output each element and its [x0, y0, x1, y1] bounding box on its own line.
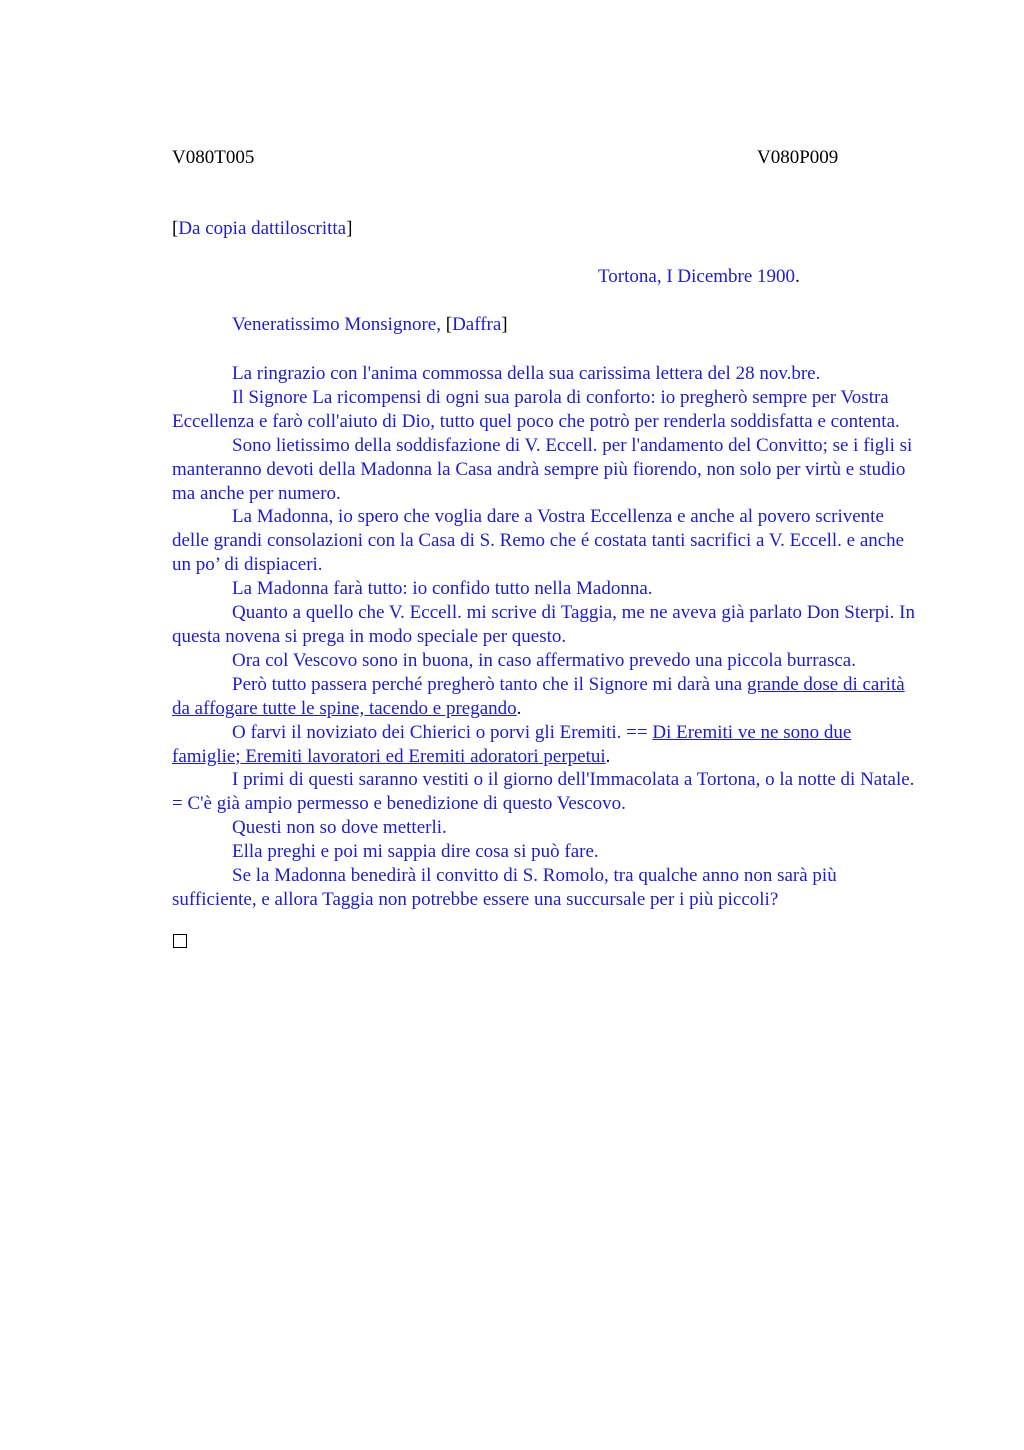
dateline-period: . — [795, 266, 800, 287]
salutation-name: Daffra — [452, 314, 502, 335]
paragraph-9-end: . — [605, 745, 611, 767]
paragraph-8-end: . — [516, 697, 522, 719]
paragraph-9-text: O farvi il noviziato dei Chierici o porvi gli Eremiti. == — [232, 721, 653, 743]
letter-body — [172, 362, 924, 912]
source-note — [172, 218, 352, 240]
document-code-right: V080P009 — [757, 147, 839, 168]
paragraph-13: Se la Madonna benedirà il convitto di S. Romolo, tra qualche anno non sarà più sufficiente, e allora Taggia non potrebbe essere una succursale per i più piccoli? — [172, 865, 837, 910]
dateline-text: Tortona, I Dicembre 1900 — [598, 266, 796, 287]
paragraph-7: Ora col Vescovo sono in buona, in caso affermativo prevedo una piccola burrasca. — [232, 649, 856, 671]
paragraph-8-underlined: grande dose di carità da affogare tutte le spine, tacendo e pregando — [172, 673, 905, 719]
salutation-close-bracket: ] — [501, 314, 508, 335]
paragraph-9-underlined: Di Eremiti ve ne sono due famiglie; Eremiti lavoratori ed Eremiti adoratori perpetui — [172, 721, 852, 767]
salutation-open-bracket: [ — [445, 314, 453, 335]
paragraph-9 — [172, 721, 924, 769]
paragraph-12: Ella preghi e poi mi sappia dire cosa si può fare. — [232, 841, 599, 863]
paragraph-11: Questi non so dove metterli. — [232, 817, 447, 839]
paragraph-8 — [172, 673, 924, 721]
paragraph-5: La Madonna farà tutto: io confido tutto nella Madonna. — [232, 578, 653, 600]
source-close-bracket: ] — [346, 218, 353, 239]
paragraph-1: La ringrazio con l'anima commossa della sua carissima lettera del 28 nov.bre. — [232, 363, 821, 384]
source-open-bracket: [ — [172, 218, 179, 239]
end-mark-box — [173, 934, 187, 948]
document-code-left: V080T005 — [172, 147, 255, 168]
paragraph-3: Sono lietissimo della soddisfazione di V. Eccell. per l'andamento del Convitto; se i figli si manteranno devoti della Madonna la Casa andrà sempre più fiorendo, non solo per virtù e studio ma anche per numero. — [172, 434, 913, 504]
paragraph-4: La Madonna, io spero che voglia dare a Vostra Eccellenza e anche al povero scrivente delle grandi consolazioni con la Casa di S. Remo che é costata tanti sacrifici a V. Eccell. e anche un po’ di dispiaceri. — [172, 506, 905, 576]
paragraph-6: Quanto a quello che V. Eccell. mi scrive di Taggia, me ne aveva già parlato Don Sterpi. In questa novena si prega in modo speciale per questo. — [172, 602, 915, 647]
paragraph-10: I primi di questi saranno vestiti o il giorno dell'Immacolata a Tortona, o la notte di Natale. = C'è già ampio permesso e benedizione di questo Vescovo. — [172, 769, 915, 815]
dateline — [598, 266, 800, 288]
source-note-text: Da copia dattiloscritta — [178, 218, 347, 239]
paragraph-8-text: Però tutto passera perché pregherò tanto che il Signore mi darà una — [232, 673, 747, 695]
paragraph-2: Il Signore La ricompensi di ogni sua parola di conforto: io pregherò sempre per Vostra Eccellenza e farò coll'aiuto di Dio, tutto quel poco che potrò per renderla soddisfatta e contenta. — [172, 386, 900, 432]
salutation — [232, 314, 508, 336]
salutation-text: Veneratissimo Monsignore, — [232, 314, 446, 335]
